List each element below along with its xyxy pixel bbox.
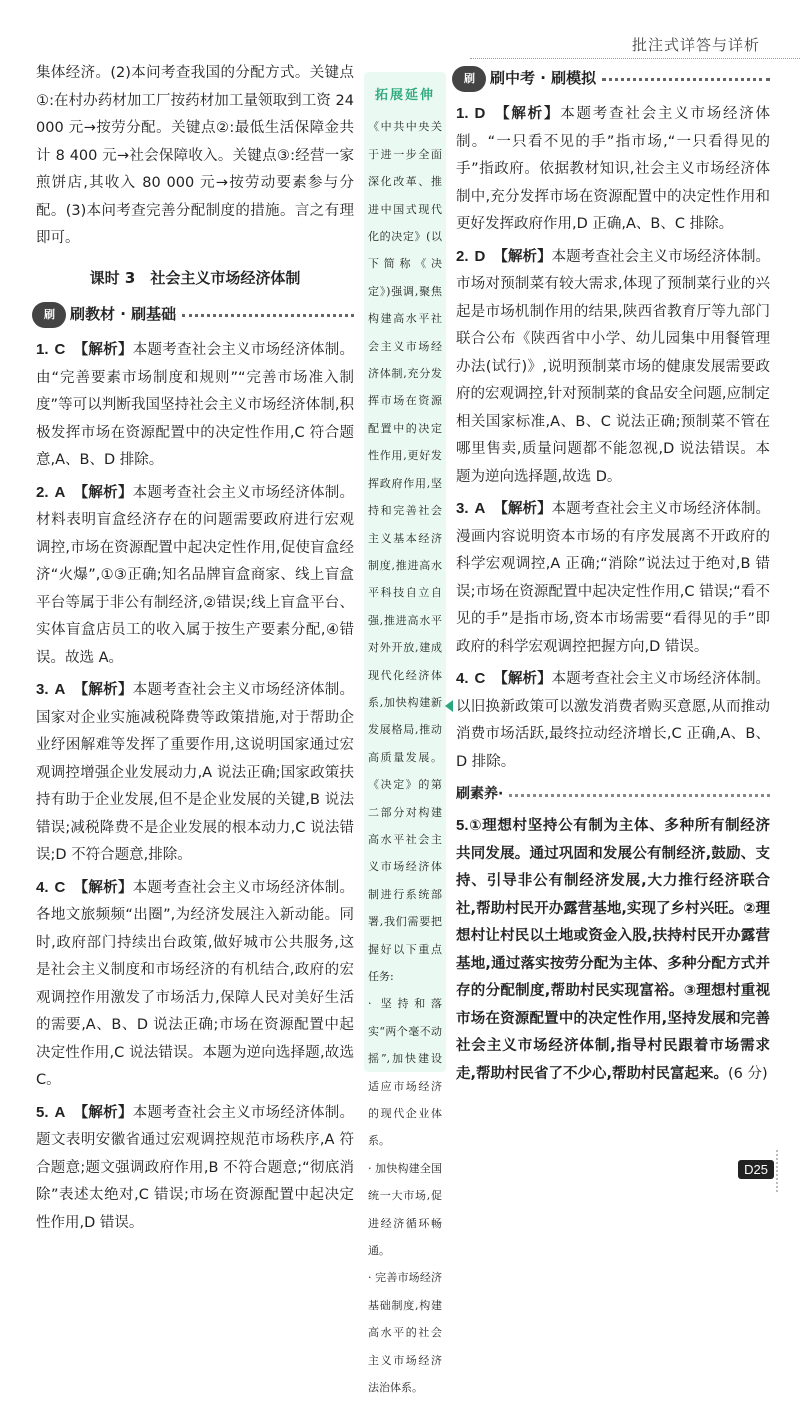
item-text: 本题考查社会主义市场经济体制。市场对预制菜有较大需求,体现了预制菜行业的兴起是市场机制作用的结果,陕西省教育厅等九部门联合公布《陕西省中小学、幼儿园集中用餐管理办法(试行)》,说明预制菜市场的健康发展需要政府的宏观调控,针对预制菜的食品安全问题,应制定相关国家标准,A、B、C 说法正确;预制菜不管在哪里售卖,质量问题都不能忽视,D 说法错误。本题为逆向选择题,故选 D。 xyxy=(456,248,771,485)
extension-task: · 完善市场经济基础制度,构建高水平的社会主义市场经济法治体系。 xyxy=(368,1271,442,1395)
textbook-banner xyxy=(32,300,354,330)
banner-dots xyxy=(182,314,354,317)
item-number: 1. xyxy=(36,341,49,358)
header-title: 批注式详答与详析 xyxy=(631,36,760,54)
literacy-banner xyxy=(456,784,770,806)
answer-item xyxy=(456,665,770,776)
item-tag: 【解析】 xyxy=(73,1104,133,1121)
item-answer: A xyxy=(54,1103,66,1121)
item-answer: C xyxy=(54,341,66,358)
item-answer: D xyxy=(474,105,486,122)
answer-item xyxy=(36,874,354,1095)
sub-banner-text: 刷素养· xyxy=(456,786,504,803)
item-answer: A xyxy=(54,483,66,501)
item-number: 4. xyxy=(456,670,469,687)
item-text: 本题考查社会主义市场经济体制。漫画内容说明资本市场的有序发展离不开政府的科学宏观调控,A 正确;“消除”说法过于绝对,B 错误;市场在资源配置中起决定性作用,C 错误;“看不见的手”是指市场,资本市场需要“看得见的手”即政府的科学宏观调控把握方向,D 错误。 xyxy=(456,501,771,655)
header-rule xyxy=(470,58,800,59)
item-number: 4. xyxy=(36,878,49,896)
exam-banner xyxy=(452,64,770,94)
item-tag: 【解析】 xyxy=(73,484,133,501)
extension-body: 《中共中央关于进一步全面深化改革、推进中国式现代化的决定》(以下简称《决定》)强调,聚焦构建高水平社会主义市场经济体制,充分发挥市场在资源配置中的决定性作用,更好发挥政府作用,坚持和完善社会主义基本经济制度,推进高水平科技自立自强,推进高水平对外开放,建成现代化经济体系,加快构建新发展格局,推动高质量发展。《决定》的第二部分对构建高水平社会主义市场经济体制进行系统部署,我们需要把握好以下重点任务: xyxy=(368,120,442,983)
item-tag: 【解析】 xyxy=(73,682,133,698)
item-answer: A xyxy=(474,500,486,517)
sub-banner-dots xyxy=(509,794,770,797)
extension-heading: 拓展延伸 xyxy=(374,88,435,103)
answer-item xyxy=(36,1099,354,1238)
item-tag: 【解析】 xyxy=(493,106,561,122)
answer-item xyxy=(456,100,770,239)
answer-item-5 xyxy=(456,812,770,1088)
answer-item xyxy=(36,479,354,673)
item-text: 本题考查社会主义市场经济体制。以旧换新政策可以激发消费者购买意愿,从而推动消费市场活跃,最终拉动经济增长,C 正确,A、B、D 排除。 xyxy=(456,671,771,770)
item-tag: 【解析】 xyxy=(73,342,133,358)
item-number: 3. xyxy=(36,681,49,698)
page-edge-dots xyxy=(776,1150,792,1192)
right-column xyxy=(456,60,770,1092)
extension-sidebar xyxy=(364,72,446,1395)
item-text: 本题考查社会主义市场经济体制。题文表明安徽省通过宏观调控规范市场秩序,A 符合题意;题文强调政府作用,B 不符合题意;“彻底消除”表述太绝对,C 错误;市场在资源配置中起决定性作用,D 错误。 xyxy=(36,1104,355,1231)
banner-badge-icon: 刷 xyxy=(32,302,66,328)
answer-item xyxy=(36,676,354,870)
intro-paragraph: 集体经济。(2)本问考查我国的分配方式。关键点①:在村办药材加工厂按药材加工量领取到工资 24 000 元→按劳分配。关键点②:最低生活保障金共计 8 400 元→社会保障收入。关键点③:经营一家煎饼店,其收入 80 000 元→按劳动要素参与分配。(3)本问考查完善分配制度的措施。言之有理即可。 xyxy=(36,65,354,246)
item-number: 5. xyxy=(456,817,469,834)
item-answer: D xyxy=(474,247,486,265)
answer-item xyxy=(36,336,354,475)
lesson-title: 课时 3 社会主义市场经济体制 xyxy=(89,268,301,287)
item-number: 5. xyxy=(36,1103,49,1121)
item-text: 本题考查社会主义市场经济体制。国家对企业实施减税降费等政策措施,对于帮助企业纾困解难等发挥了重要作用,这说明国家通过宏观调控增强企业发展动力,A 说法正确;国家政策扶持有助于企业发展,但不是企业发展的关键,B 说法错误;减税降费不是企业发展的根本动力,C 说法错误;D 不符合题意,排除。 xyxy=(36,682,355,863)
item-tag: 【解析】 xyxy=(73,879,133,896)
item-text: 本题考查社会主义市场经济体制。“一只看不见的手”指市场,“一只看得见的手”指政府。依据教材知识,社会主义市场经济体制中,充分发挥市场在资源配置中的决定性作用和更好发挥政府作用,D 正确,A、B、C 排除。 xyxy=(456,106,771,232)
q5-score: (6 分) xyxy=(728,1065,768,1082)
banner-dots xyxy=(602,78,770,81)
banner-badge-icon: 刷 xyxy=(452,66,486,92)
answer-item xyxy=(456,495,770,661)
extension-task: · 坚持和落实“两个毫不动摇”,加快建设适应市场经济的现代企业体系。 xyxy=(368,997,442,1148)
left-column xyxy=(36,60,354,1241)
item-number: 3. xyxy=(456,500,469,517)
item-answer: C xyxy=(54,878,66,896)
item-tag: 【解析】 xyxy=(493,671,552,687)
item-tag: 【解析】 xyxy=(493,248,552,265)
item-number: 1. xyxy=(456,105,469,122)
item-answer: A xyxy=(54,681,66,698)
extension-task: · 加快构建全国统一大市场,促进经济循环畅通。 xyxy=(368,1161,442,1258)
banner-text: 刷教材 · 刷基础 xyxy=(70,305,177,324)
item-tag: 【解析】 xyxy=(493,501,552,517)
answer-item xyxy=(456,243,770,492)
item-text: 本题考查社会主义市场经济体制。由“完善要素市场制度和规则”“完善市场准入制度”等可以判断我国坚持社会主义市场经济体制,积极发挥市场在资源配置中的决定性作用,C 符合题意,A、B、D 排除。 xyxy=(36,342,355,468)
item-number: 2. xyxy=(456,247,469,265)
banner-text: 刷中考 · 刷模拟 xyxy=(490,69,597,88)
item-number: 2. xyxy=(36,483,49,501)
item-answer: C xyxy=(474,670,486,687)
item-text: 本题考查社会主义市场经济体制。各地文旅频频“出圈”,为经济发展注入新动能。同时,政府部门持续出台政策,做好城市公共服务,这是社会主义制度和市场经济的有机结合,政府的宏观调控作用激发了市场活力,保障人民对美好生活的需要,A、B、D 说法正确;市场在资源配置中起决定性作用,C 说法错误。本题为逆向选择题,故选 C。 xyxy=(36,879,355,1088)
page-number: D25 xyxy=(738,1160,774,1179)
q5-answer-text: ①理想村坚持公有制为主体、多种所有制经济共同发展。通过巩固和发展公有制经济,鼓励、支持、引导非公有制经济发展,大力推行经济联合社,帮助村民开办露营基地,实现了乡村兴旺。②理想村让村民以土地或资金入股,扶持村民开办露营基地,通过落实按劳分配为主体、多种分配方式并存的分配制度,帮助村民实现富裕。③理想村重视市场在资源配置中的决定性作用,坚持发展和完善社会主义市场经济体制,指导村民跟着市场需求走,帮助村民省了不少心,帮助村民富起来。 xyxy=(456,818,770,1082)
pointer-arrow-icon xyxy=(445,700,453,712)
item-text: 本题考查社会主义市场经济体制。材料表明盲盒经济存在的问题需要政府进行宏观调控,市场在资源配置中起决定性作用,促使盲盒经济“火爆”,①③正确;知名品牌盲盒商家、线上盲盒平台等属于非公有制经济,②错误;线上盲盒平台、实体盲盒店员工的收入属于按生产要素分配,④错误。故选 A。 xyxy=(36,484,355,666)
